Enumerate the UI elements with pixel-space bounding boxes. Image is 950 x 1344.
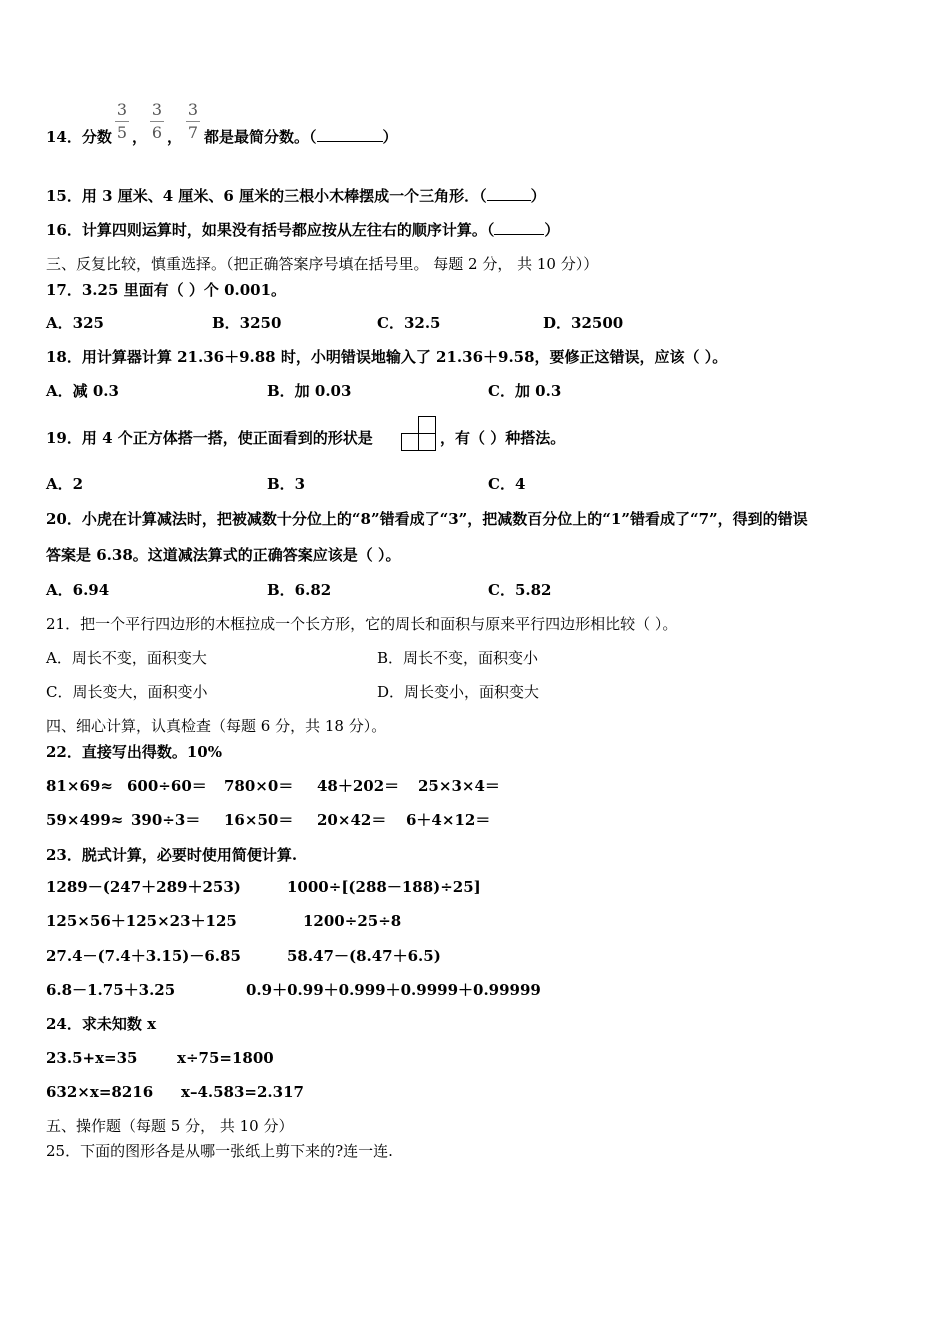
cube-front-view-figure: [401, 414, 439, 452]
calc-item: 6.8－1.75＋3.25: [46, 981, 176, 999]
mental-math-item: 81×69≈: [46, 777, 113, 795]
question-24: 24．求未知数 x: [46, 1015, 157, 1033]
option-a[interactable]: A．6.94: [46, 581, 110, 599]
option-c[interactable]: C．4: [488, 475, 526, 493]
question-lead: 分数: [81, 128, 112, 146]
fraction-3: [186, 100, 200, 143]
mental-math-item: 6＋4×12＝: [406, 811, 491, 829]
calc-item: 27.4－(7.4＋3.15)－6.85: [46, 947, 241, 965]
question-22: 22．直接写出得数。10%: [46, 743, 223, 761]
numerator: 3: [151, 100, 163, 119]
fraction-1: [115, 100, 129, 143]
option-a[interactable]: A．周长不变，面积变大: [46, 649, 207, 667]
question-16: [46, 220, 559, 240]
mental-math-item: 20×42＝: [317, 811, 387, 829]
question-18: 18．用计算器计算 21.36＋9.88 时，小明错误地输入了 21.36＋9.58，要修正这错误，应该（ ）。: [46, 348, 728, 366]
option-c[interactable]: C．32.5: [377, 314, 441, 332]
equation-item: x–4.583=2.317: [181, 1083, 304, 1101]
option-c[interactable]: C．5.82: [488, 581, 552, 599]
option-a[interactable]: A．2: [46, 475, 84, 493]
calc-item: 58.47－(8.47＋6.5): [287, 947, 441, 965]
answer-blank[interactable]: [317, 127, 383, 142]
equation-item: 23.5+x=35: [46, 1049, 138, 1067]
close-paren: ）: [530, 187, 546, 205]
calc-item: 125×56＋125×23＋125: [46, 912, 237, 930]
option-a[interactable]: A．325: [46, 314, 104, 332]
section-4-heading: 四、细心计算，认真检查（每题 6 分，共 18 分）。: [46, 717, 387, 735]
calc-item: 0.9＋0.99＋0.999＋0.9999＋0.99999: [246, 981, 541, 999]
question-23: 23．脱式计算，必要时使用简便计算.: [46, 846, 298, 864]
question-17: 17．3.25 里面有（ ）个 0.001。: [46, 281, 287, 299]
section-3-heading: 三、反复比较，慎重选择。（把正确答案序号填在括号里。 每题 2 分， 共 10 分））: [46, 255, 599, 273]
close-paren: ）: [382, 128, 398, 146]
answer-blank[interactable]: [494, 220, 544, 235]
equation-item: 632×x=8216: [46, 1083, 154, 1101]
equation-item: x÷75=1800: [177, 1049, 274, 1067]
option-c[interactable]: C．周长变大，面积变小: [46, 683, 208, 701]
option-d[interactable]: D．周长变小，面积变大: [377, 683, 540, 701]
calc-item: 1289－(247＋289＋253): [46, 878, 241, 896]
calc-item: 1000÷[(288－188)÷25]: [287, 878, 481, 896]
question-21: 21．把一个平行四边形的木框拉成一个长方形，它的周长和面积与原来平行四边形相比较（ ）。: [46, 615, 678, 633]
option-b[interactable]: B．周长不变，面积变小: [377, 649, 539, 667]
denominator: 6: [151, 123, 163, 142]
question-20-line-2: 答案是 6.38。这道减法算式的正确答案应该是（ ）。: [46, 546, 401, 564]
question-15: [46, 186, 546, 206]
mental-math-item: 600÷60＝: [127, 777, 207, 795]
section-5-heading: 五、操作题（每题 5 分， 共 10 分）: [46, 1117, 294, 1135]
separator: ，: [132, 128, 148, 146]
mental-math-item: 16×50＝: [224, 811, 294, 829]
option-c[interactable]: C．加 0.3: [488, 382, 562, 400]
calc-item: 1200÷25÷8: [303, 912, 402, 930]
option-a[interactable]: A．减 0.3: [46, 382, 119, 400]
denominator: 7: [187, 123, 199, 142]
mental-math-item: 390÷3＝: [131, 811, 201, 829]
option-d[interactable]: D．32500: [543, 314, 624, 332]
numerator: 3: [187, 100, 199, 119]
question-14: [46, 127, 112, 147]
question-text: 都是最简分数。（: [204, 128, 317, 146]
mental-math-item: 780×0＝: [224, 777, 294, 795]
separator: ，: [167, 128, 183, 146]
fraction-2: [150, 100, 164, 143]
question-25: 25．下面的图形各是从哪一张纸上剪下来的?连一连.: [46, 1142, 393, 1160]
option-b[interactable]: B．3: [267, 475, 306, 493]
question-19: 19．用 4 个正方体搭一搭，使正面看到的形状是: [46, 429, 373, 447]
option-b[interactable]: B．3250: [212, 314, 282, 332]
answer-blank[interactable]: [487, 186, 531, 201]
option-b[interactable]: B．6.82: [267, 581, 332, 599]
question-number: 14．: [46, 128, 82, 146]
mental-math-item: 59×499≈: [46, 811, 124, 829]
mental-math-item: 25×3×4＝: [418, 777, 500, 795]
option-b[interactable]: B．加 0.03: [267, 382, 352, 400]
mental-math-item: 48＋202＝: [317, 777, 400, 795]
question-14-rest: [204, 127, 398, 147]
question-text: 15．用 3 厘米、4 厘米、6 厘米的三根小木棒摆成一个三角形．（: [46, 187, 487, 205]
close-paren: ）: [544, 221, 560, 239]
denominator: 5: [116, 123, 128, 142]
question-19-rest: ，有（ ）种搭法。: [440, 429, 566, 447]
question-text: 16．计算四则运算时，如果没有括号都应按从左往右的顺序计算。（: [46, 221, 495, 239]
numerator: 3: [116, 100, 128, 119]
question-20-line-1: 20．小虎在计算减法时，把被减数十分位上的“8”错看成了“3”，把减数百分位上的“1”错看成了“7”，得到的错误: [46, 510, 808, 528]
